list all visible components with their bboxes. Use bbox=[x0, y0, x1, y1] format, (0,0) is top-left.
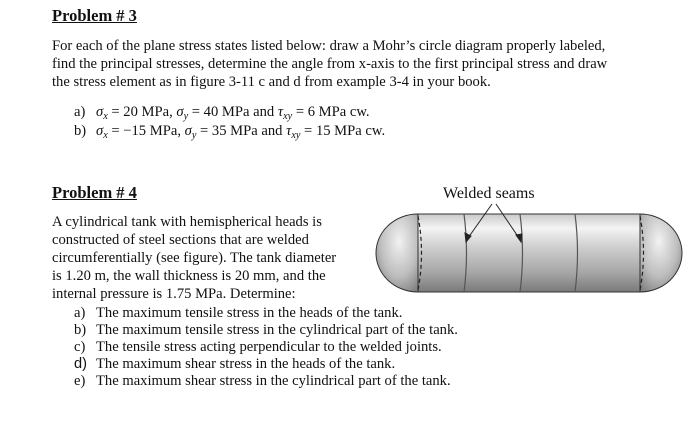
question-text: The maximum tensile stress in the heads of the tank. bbox=[96, 305, 403, 321]
sigma-y-value: 35 bbox=[211, 123, 227, 139]
problem-4-heading: Problem # 4 bbox=[52, 183, 137, 202]
problem-3-stress-list bbox=[74, 103, 385, 140]
question-item bbox=[74, 321, 458, 339]
question-text: The tensile stress acting perpendicular to the welded joints. bbox=[96, 339, 442, 355]
problem-4-question-list bbox=[74, 304, 458, 390]
intro-line: find the principal stresses, determine the angle from x-axis to the first principal stress and draw bbox=[52, 56, 608, 72]
paragraph-line: circumferentially (see figure). The tank diameter bbox=[52, 250, 337, 266]
list-marker: b) bbox=[74, 123, 87, 139]
question-text: The maximum shear stress in the cylindrical part of the tank. bbox=[96, 373, 451, 389]
stress-case-b: b) $\sigma_x = -15$ MPa, $\sigma_y = 35$ MPa and $\tau_{xy} = 15$ MPa cw. bbox=[74, 123, 386, 141]
problem-3-intro bbox=[52, 37, 607, 91]
list-marker: c) bbox=[74, 339, 86, 355]
figure-label-welded-seams: Welded seams bbox=[443, 185, 535, 202]
tank-head-left bbox=[376, 214, 418, 292]
tank-head-right bbox=[640, 214, 682, 292]
paragraph-line: constructed of steel sections that are welded bbox=[52, 232, 309, 248]
problem-4-paragraph bbox=[52, 213, 362, 303]
question-item bbox=[74, 304, 458, 322]
question-text: The maximum tensile stress in the cylindrical part of the tank. bbox=[96, 322, 458, 338]
stress-case-a: a) $\sigma_x = 20$ MPa, $\sigma_y = 40$ MPa and $\tau_{xy} = 6$ MPa cw. bbox=[74, 104, 370, 122]
question-text: The maximum shear stress in the heads of the tank. bbox=[96, 356, 396, 372]
list-marker: a) bbox=[74, 104, 86, 120]
paragraph-line: is 1.20 m, the wall thickness is 20 mm, and the bbox=[52, 268, 326, 284]
list-marker: e) bbox=[74, 373, 86, 389]
tank-cylinder bbox=[418, 214, 640, 292]
intro-line: For each of the plane stress states listed below: draw a Mohr’s circle diagram properly labeled, bbox=[52, 38, 606, 54]
tau-xy-value: 15 bbox=[315, 123, 331, 139]
intro-line: the stress element as in figure 3-11 c and d from example 3-4 in your book. bbox=[52, 74, 491, 90]
tank-figure bbox=[370, 200, 688, 302]
list-marker: b) bbox=[74, 322, 87, 338]
list-marker: a) bbox=[74, 305, 86, 321]
sigma-x-value: 20 bbox=[123, 104, 138, 120]
sigma-y-value: 40 bbox=[203, 104, 219, 120]
list-marker: d) bbox=[74, 356, 87, 372]
tau-xy-value: 6 bbox=[307, 104, 315, 120]
question-item bbox=[74, 338, 458, 356]
question-item bbox=[74, 372, 458, 390]
problem-3-heading: Problem # 3 bbox=[52, 6, 137, 25]
sigma-x-value: −15 bbox=[123, 123, 147, 139]
paragraph-line: A cylindrical tank with hemispherical heads is bbox=[52, 214, 322, 230]
paragraph-line: internal pressure is 1.75 MPa. Determine: bbox=[52, 286, 296, 302]
question-item bbox=[74, 355, 458, 373]
